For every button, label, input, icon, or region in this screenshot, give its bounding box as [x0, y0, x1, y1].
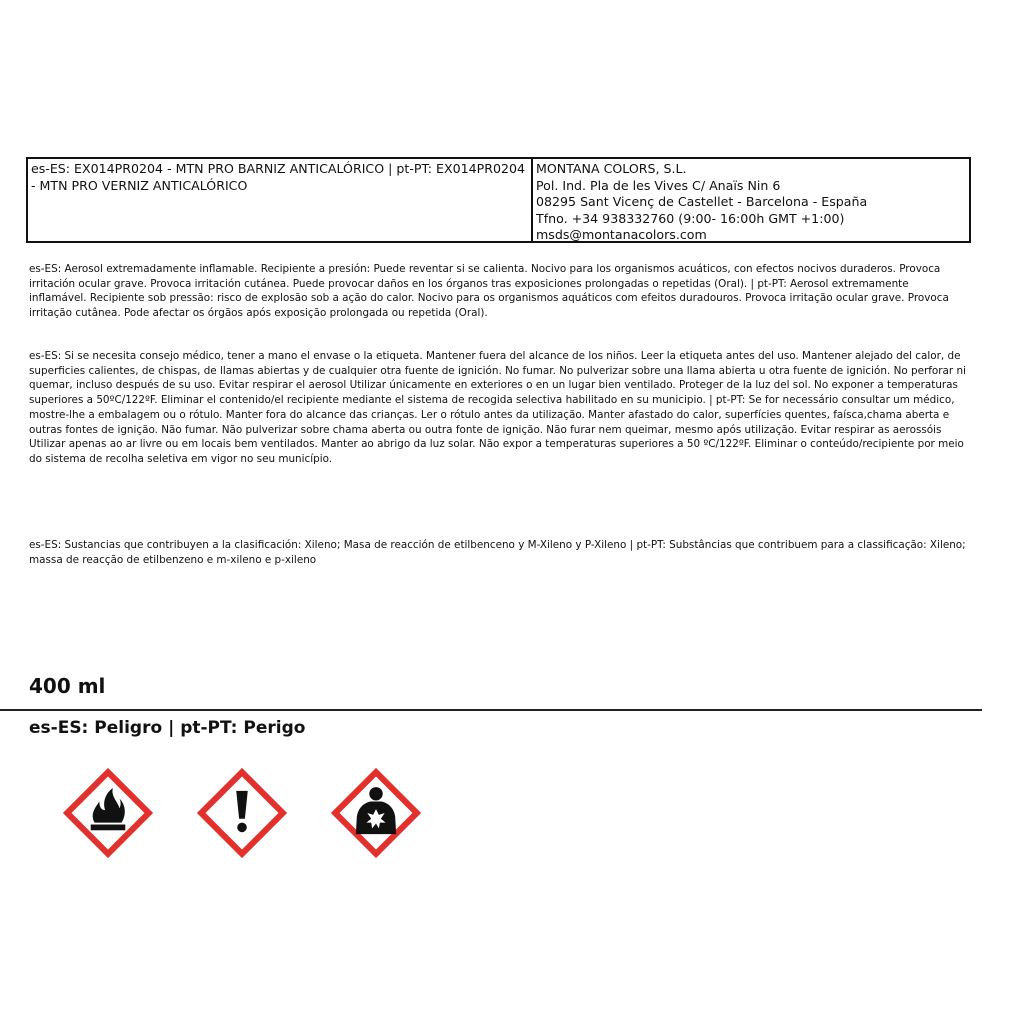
- classification-substances: es-ES: Sustancias que contribuyen a la clasificación: Xileno; Masa de reacción de etilbenceno y M-Xileno y P-Xileno | pt-PT: Substâncias que contribuem para a classificação: Xileno; massa de reacção de etilbenzeno e m-xileno e p-xileno: [29, 539, 966, 566]
- flame-icon: [60, 765, 156, 861]
- supplier-details: [533, 159, 969, 241]
- product-identifier: es-ES: EX014PR0204 - MTN PRO BARNIZ ANTICALÓRICO | pt-PT: EX014PR0204 - MTN PRO VERNIZ ANTICALÓRICO: [28, 159, 533, 241]
- exclamation-mark-icon: [194, 765, 290, 861]
- supplier-address-2: 08295 Sant Vicenç de Castellet - Barcelona - España: [536, 194, 868, 209]
- precautionary-statements: es-ES: Si se necesita consejo médico, tener a mano el envase o la etiqueta. Mantener fuera del alcance de los niños. Leer la etiqueta antes del uso. Mantener alejado del calor, de superficies calientes, de chispas, de llamas abiertas y de cualquier otra fuente de ignición. No fumar. No pulverizar sobre una llama abierta u otra fuente de ignición. No perforar ni quemar, incluso después de su uso. Evitar respirar el aerosol Utilizar únicamente en exteriores o en un lugar bien ventilado. Proteger de la luz del sol. No exponer a temperaturas superiores a 50ºC/122ºF. Eliminar el contenido/el recipiente mediante el sistema de recogida selectiva habilitado en su municipio. | pt-PT: Se for necessário consultar um médico, mostre-lhe a embalagem ou o rótulo. Manter fora do alcance das crianças. Ler o rótulo antes da utilização. Manter afastado do calor, superfícies quentes, faísca,chama aberta e outras fontes de ignição. Não fumar. Não pulverizar sobre chama aberta ou outra fonte de ignição. Não furar nem queimar, mesmo após utilização. Evitar respirar as aerossóis Utilizar apenas ao ar livre ou em locais bem ventilados. Manter ao abrigo da luz solar. Não expor a temperaturas superiores a 50 ºC/122ºF. Eliminar o conteúdo/recipiente por meio do sistema de recolha seletiva em vigor no seu município.: [29, 350, 966, 465]
- hazard-statements: es-ES: Aerosol extremadamente inflamable. Recipiente a presión: Puede reventar si se calienta. Nocivo para los organismos acuáticos, con efectos nocivos duraderos. Provoca irritación ocular grave. Provoca irritación cutánea. Puede provocar daños en los órganos tras exposiciones prolongadas o repetidas (Oral). | pt-PT: Aerosol extremamente inflamável. Recipiente sob pressão: risco de explosão sob a ação do calor. Nocivo para os organismos aquáticos com efeitos duradouros. Provoca irritação ocular grave. Provoca irritação cutânea. Pode afectar os órgãos após exposição prolongada ou repetida (Oral).: [29, 263, 949, 320]
- label-header-table: [26, 157, 971, 243]
- supplier-phone: Tfno. +34 938332760 (9:00- 16:00h GMT +1:00): [536, 210, 845, 226]
- supplier-name: MONTANA COLORS, S.L.: [536, 161, 687, 176]
- health-hazard-icon: [328, 765, 424, 861]
- signal-word: es-ES: Peligro | pt-PT: Perigo: [29, 718, 306, 738]
- supplier-address-1: Pol. Ind. Pla de les Vives C/ Anaïs Nin 6: [536, 177, 781, 193]
- ghs-pictograms: [60, 765, 424, 861]
- nominal-volume: 400 ml: [29, 674, 106, 698]
- supplier-email: msds@montanacolors.com: [536, 227, 707, 242]
- divider: [0, 709, 982, 711]
